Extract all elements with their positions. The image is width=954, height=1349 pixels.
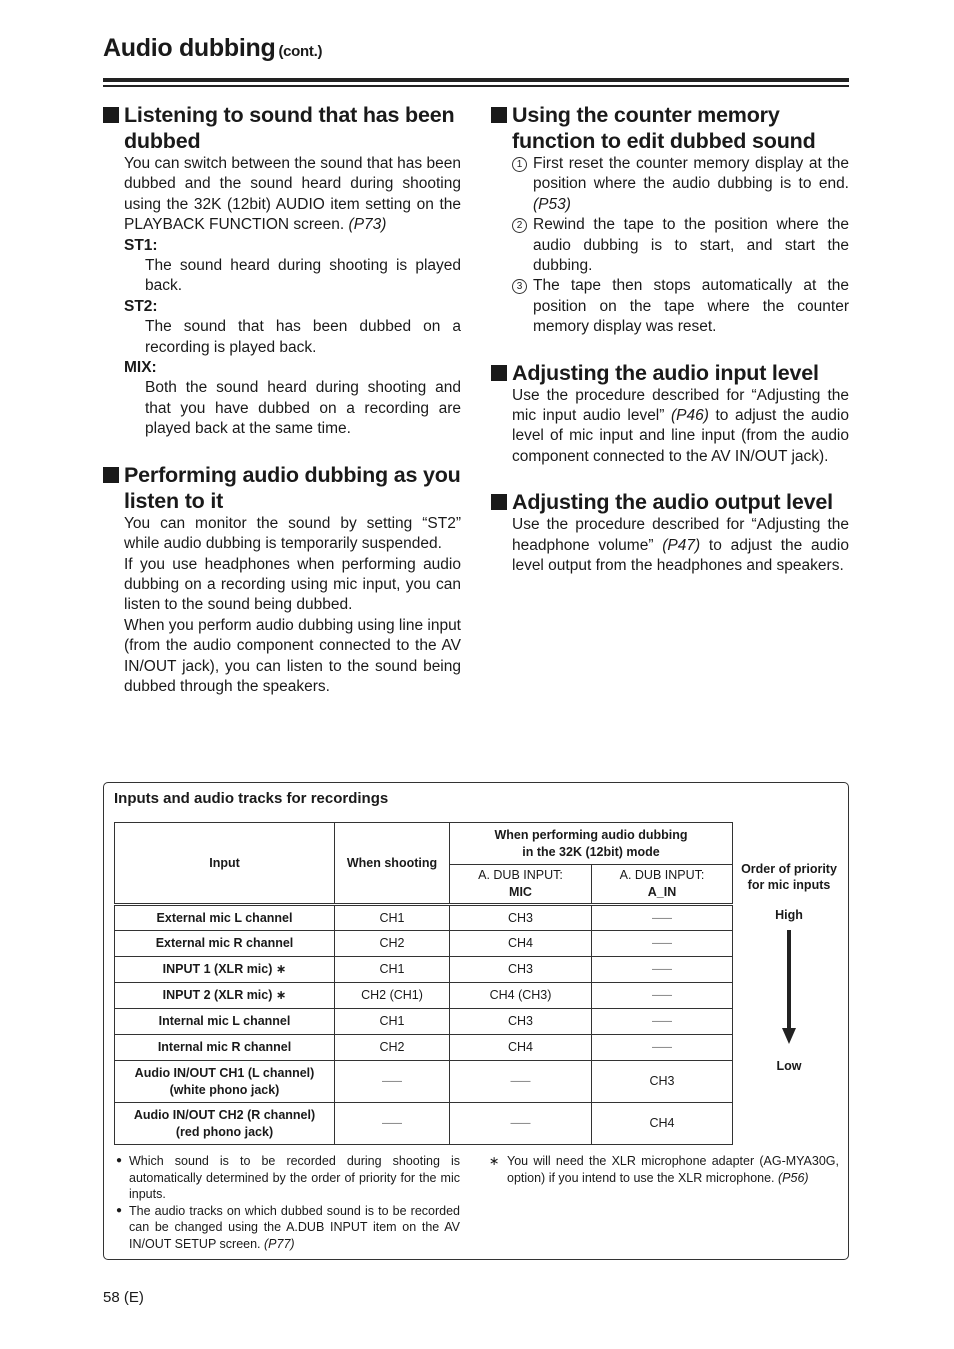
header-rule-thick bbox=[103, 78, 849, 82]
header-mic: A. DUB INPUT: MIC bbox=[450, 865, 592, 905]
page-ref: (P53) bbox=[533, 195, 571, 213]
term-mix-desc: Both the sound heard during shooting and that you have dubbed on a recording are played back at the same time. bbox=[145, 379, 461, 438]
square-bullet-icon bbox=[103, 107, 119, 123]
listening-intro: You can switch between the sound that has been dubbed and the sound heard during shooting using the 32K (12bit) AUDIO item setting on the PLAYBACK FUNCTION screen. (P73) bbox=[124, 155, 461, 234]
square-bullet-icon bbox=[491, 107, 507, 123]
performing-body bbox=[103, 514, 461, 698]
priority-header: Order of priority for mic inputs bbox=[741, 862, 837, 892]
table-row: Internal mic R channel CH2 CH4 —— bbox=[115, 1035, 733, 1061]
term-st1: ST1: bbox=[124, 236, 158, 254]
box-title: Inputs and audio tracks for recordings bbox=[114, 790, 389, 807]
paragraph: If you use headphones when performing audio dubbing on a recording using mic input, you can listen to the sound being dubbed. bbox=[124, 555, 461, 614]
page-title: Audio dubbing (cont.) bbox=[103, 34, 323, 62]
note-item: ● Which sound is to be recorded during shooting is automatically determined by the order of priority for the mic inputs. bbox=[116, 1154, 460, 1201]
header-shooting: When shooting bbox=[335, 823, 450, 905]
inputs-tracks-box bbox=[103, 782, 849, 1260]
section-heading-input-level: Adjusting the audio input level bbox=[491, 360, 849, 386]
page-number: 58 (E) bbox=[103, 1289, 144, 1306]
square-bullet-icon bbox=[491, 494, 507, 510]
step-item: 1 First reset the counter memory display at the position where the audio dubbing is to end. (P53) bbox=[491, 154, 849, 215]
right-column bbox=[491, 102, 849, 577]
section-heading-counter: Using the counter memory function to edit dubbed sound bbox=[491, 102, 849, 154]
step-item: 3 The tape then stops automatically at the position on the tape where the counter memory display was reset. bbox=[491, 276, 849, 337]
paragraph: When you perform audio dubbing using line input (from the audio component connected to the AV IN/OUT jack), you can listen to the sound being dubbed through the speakers. bbox=[124, 616, 461, 695]
note-item: ● The audio tracks on which dubbed sound is to be recorded can be changed using the A.DUB INPUT item on the AV IN/OUT SETUP screen. (P77) bbox=[116, 1203, 460, 1251]
table-row: External mic L channel CH1 CH3 —— bbox=[115, 905, 733, 931]
input-level-body: Use the procedure described for “Adjusting the mic input audio level” (P46) to adjust the audio level of mic input and line input (from the audio component connected to the AV IN/OUT jack). bbox=[512, 386, 849, 465]
table-row: Audio IN/OUT CH1 (L channel) (white phono jack) —— —— CH3 bbox=[115, 1061, 733, 1103]
header-dubbing: When performing audio dubbing in the 32K (12bit) mode bbox=[450, 823, 733, 865]
step-item: 2 Rewind the tape to the position where the audio dubbing is to start, and start the dubbing. bbox=[491, 215, 849, 276]
section-heading-output-level: Adjusting the audio output level bbox=[491, 489, 849, 515]
page-ref: (P56) bbox=[778, 1170, 809, 1185]
output-level-body: Use the procedure described for “Adjusting the headphone volume” (P47) to adjust the audio level output from the headphones and speakers. bbox=[512, 516, 849, 575]
circled-number-icon: 2 bbox=[512, 218, 527, 233]
circled-number-icon: 3 bbox=[512, 279, 527, 294]
arrow-head-icon bbox=[782, 1028, 796, 1044]
asterisk-note: ∗ You will need the XLR microphone adapter (AG-MYA30G, option) if you intend to use the XLR microphone. (P56) bbox=[489, 1154, 839, 1185]
notes-left bbox=[114, 1153, 460, 1252]
asterisk-icon: ∗ bbox=[489, 1154, 500, 1168]
square-bullet-icon bbox=[103, 467, 119, 483]
page-ref: (P73) bbox=[348, 216, 387, 234]
down-arrow-icon bbox=[787, 930, 791, 1030]
table-row: INPUT 2 (XLR mic) ∗ CH2 (CH1) CH4 (CH3) —— bbox=[115, 983, 733, 1009]
page-ref: (P77) bbox=[264, 1236, 295, 1251]
table-row: External mic R channel CH2 CH4 —— bbox=[115, 931, 733, 957]
page-ref: (P47) bbox=[662, 536, 701, 554]
left-column bbox=[103, 102, 461, 697]
paragraph: You can monitor the sound by setting “ST2” while audio dubbing is temporarily suspended. bbox=[124, 514, 461, 553]
term-st2: ST2: bbox=[124, 297, 158, 315]
header-input: Input bbox=[115, 823, 335, 905]
table-row: Audio IN/OUT CH2 (R channel) (red phono jack) —— —— CH4 bbox=[115, 1103, 733, 1145]
page-title-cont: (cont.) bbox=[278, 43, 323, 60]
bullet-icon: ● bbox=[116, 1155, 123, 1166]
bullet-icon: ● bbox=[116, 1204, 123, 1216]
table-row: INPUT 1 (XLR mic) ∗ CH1 CH3 —— bbox=[115, 957, 733, 983]
priority-high-label: High bbox=[775, 908, 803, 922]
term-st1-desc: The sound heard during shooting is played back. bbox=[145, 257, 461, 295]
header-ain: A. DUB INPUT: A_IN bbox=[592, 865, 733, 905]
priority-low-label: Low bbox=[776, 1059, 802, 1073]
table-row: Internal mic L channel CH1 CH3 —— bbox=[115, 1009, 733, 1035]
header-rule-thin bbox=[103, 85, 849, 87]
tracks-table bbox=[114, 822, 733, 1145]
page-ref: (P46) bbox=[671, 407, 709, 425]
square-bullet-icon bbox=[491, 365, 507, 381]
term-st2-desc: The sound that has been dubbed on a recording is played back. bbox=[145, 318, 461, 356]
section-heading-listening: Listening to sound that has been dubbed bbox=[103, 102, 461, 154]
section-heading-performing: Performing audio dubbing as you listen to it bbox=[103, 462, 461, 514]
term-mix: MIX: bbox=[124, 359, 157, 377]
circled-number-icon: 1 bbox=[512, 157, 527, 172]
